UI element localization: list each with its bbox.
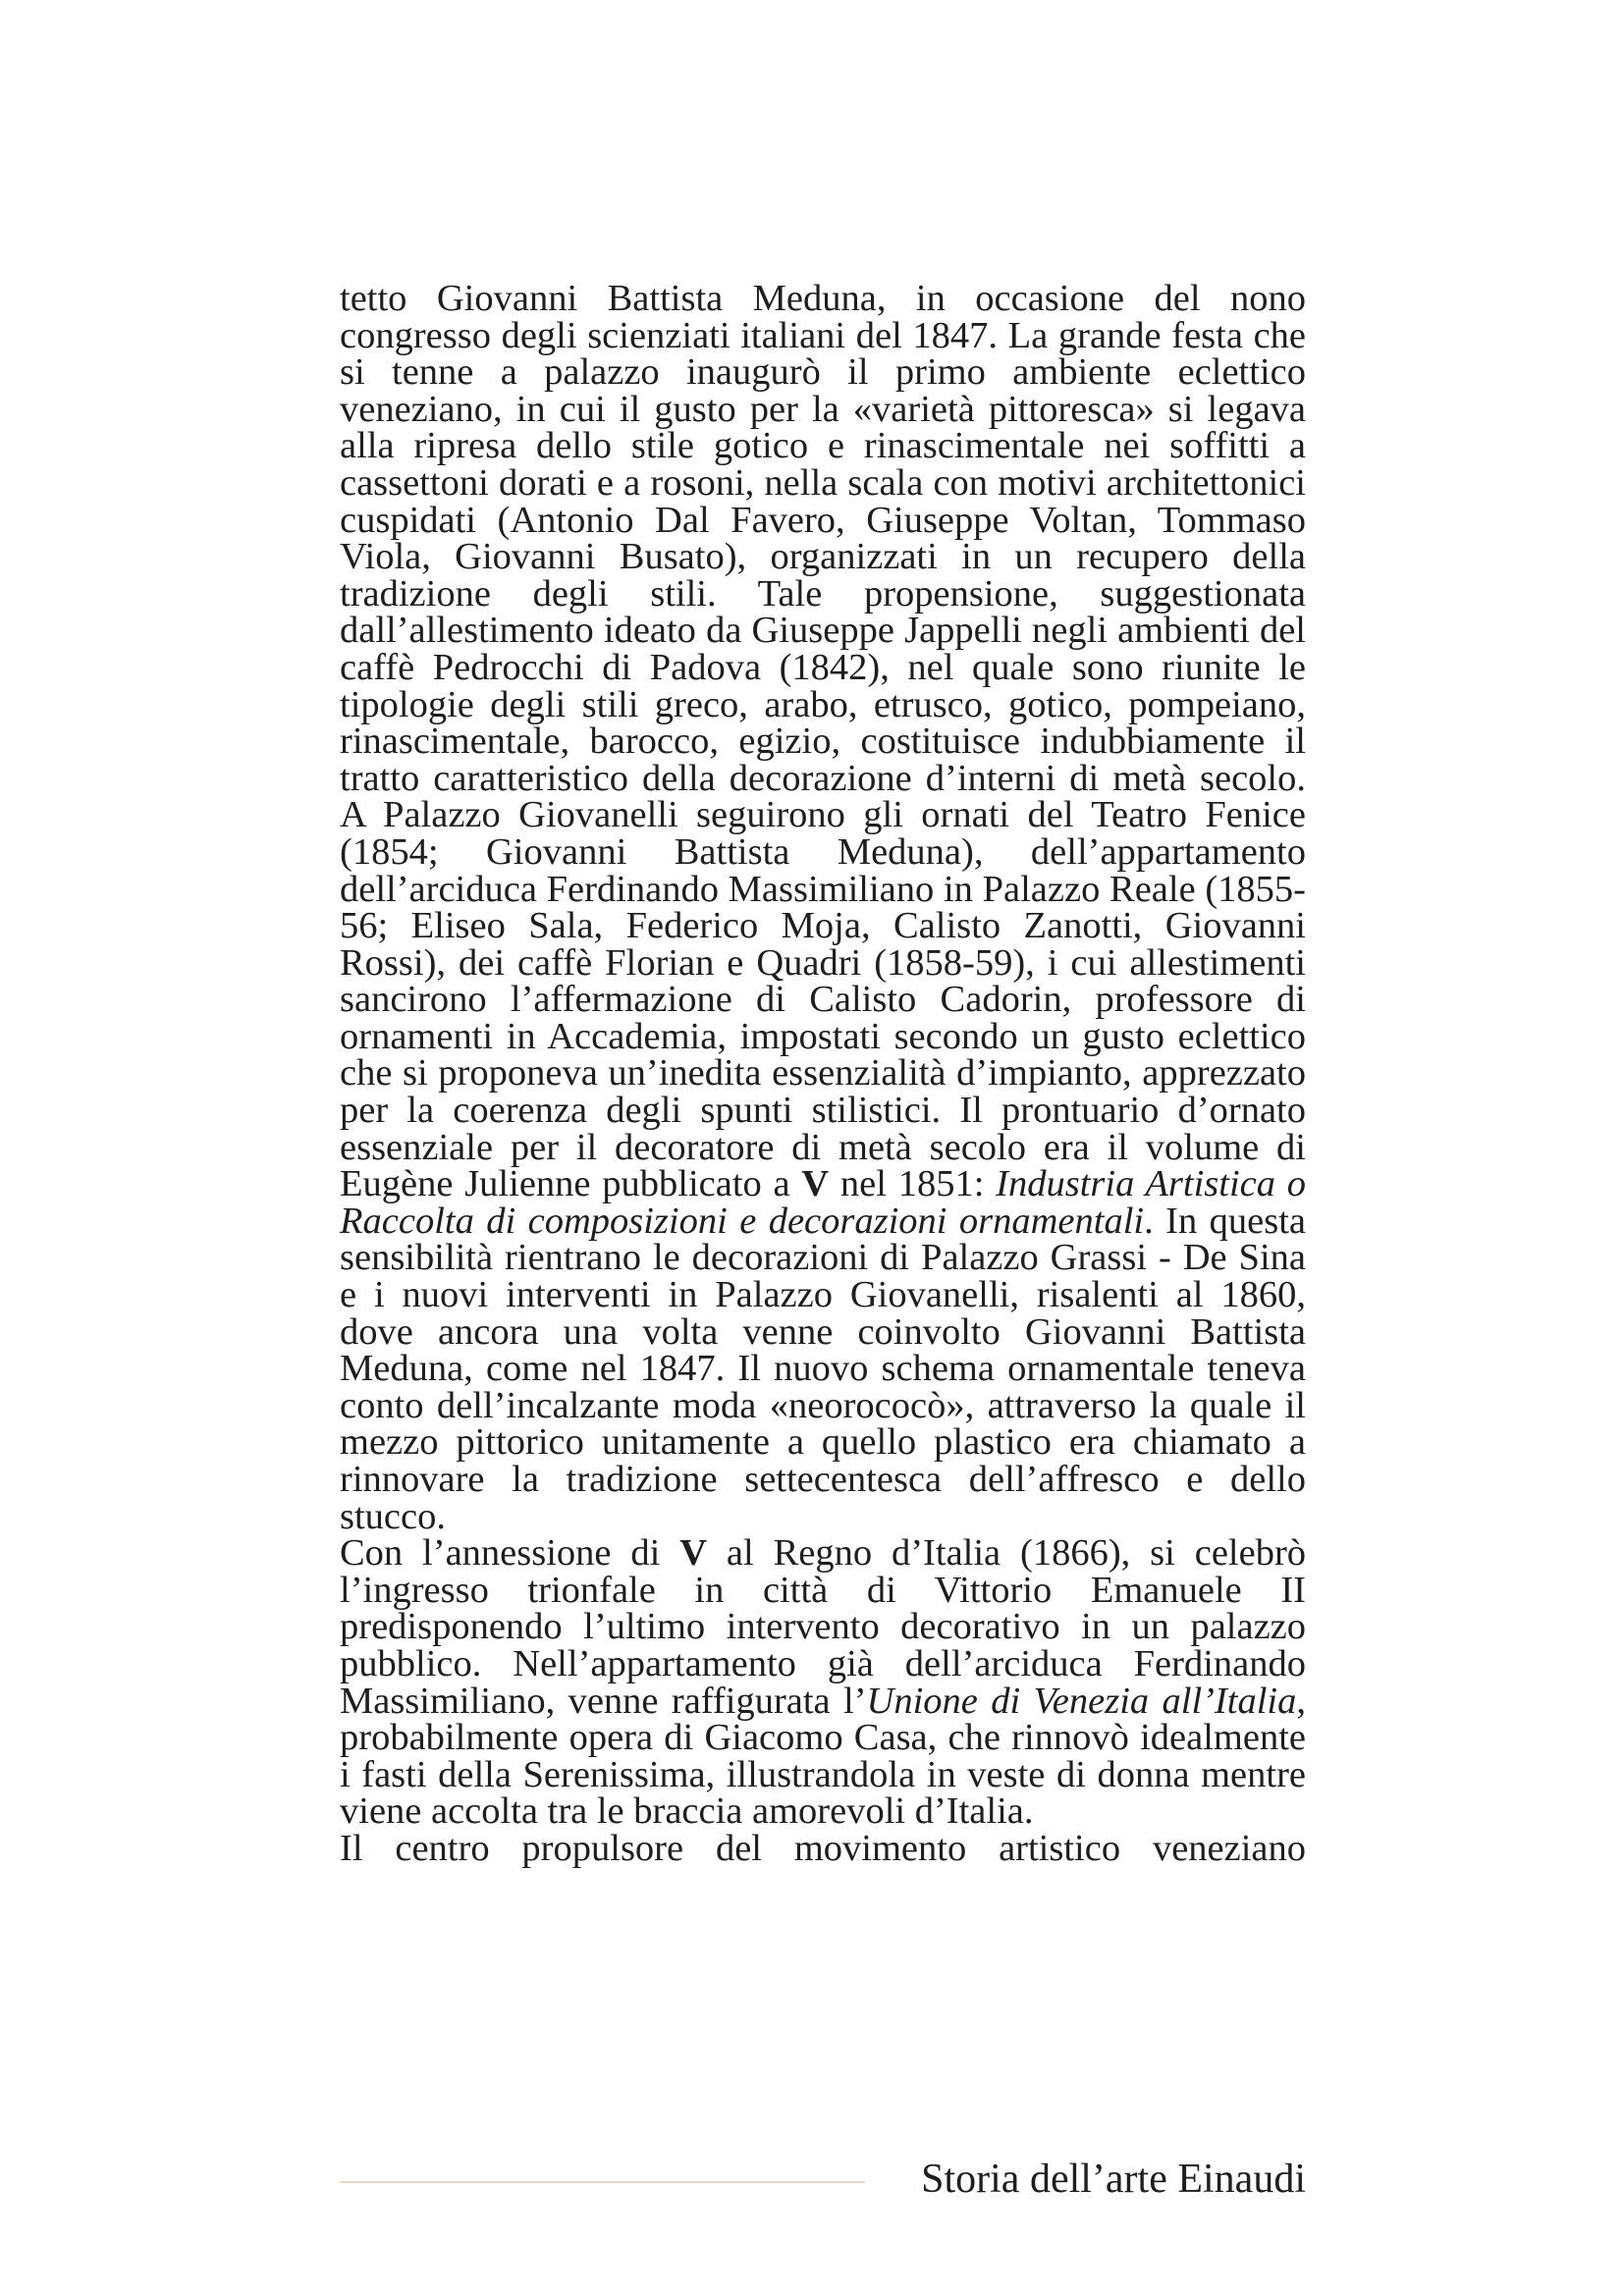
paragraph-1-bold-1: V: [801, 1163, 830, 1205]
paragraph-2-text-1: Con l’annessione di: [340, 1532, 661, 1575]
footer-title: Storia dell’arte Einaudi: [921, 2157, 1306, 2202]
paragraph-1-book-title: Industria Artistica o Raccolta di composizioni e decorazioni ornamentali: [340, 1163, 1306, 1242]
body-text: [340, 278, 1307, 1869]
paragraph-3-text-1: Il centro propulsore del movimento artistico veneziano: [340, 1827, 1306, 1869]
paragraph-2-bold-1: V: [679, 1532, 708, 1575]
footer-rule: [340, 2181, 865, 2183]
paragraph-2-artwork-title: Unione di Venezia all’Italia: [866, 1680, 1297, 1722]
paragraph-1: [340, 278, 1306, 1537]
paragraph-1-text-2: nel 1851:: [829, 1163, 997, 1205]
paragraph-1-text-1: tetto Giovanni Battista Meduna, in occasione del nono congresso degli scienziati italiani del 1847. La grande festa che si tenne a palazzo inaugurò il primo ambiente eclettico veneziano, in cui il gusto per la «varietà pittoresca» si legava alla ripresa dello stile gotico e rinascimentale nei soffitti a cassettoni dorati e a rosoni, nella scala con motivi architettonici cuspidati (Antonio Dal Favero, Giuseppe Voltan, Tommaso Viola, Giovanni Busato), organizzati in un recupero della tradizione degli stili. Tale propensione, suggestionata dall’allestimento ideato da Giuseppe Jappelli negli ambienti del caffè Pedrocchi di Padova (1842), nel quale sono riunite le tipologie degli stili greco, arabo, etrusco, gotico, pompeiano, rinascimentale, barocco, egizio, costituisce indubbiamente il tratto caratteristico della decorazione d’interni di metà secolo. A Palazzo Giovanelli seguirono gli ornati del Teatro Fenice (1854; Giovanni Battista Meduna), dell’appartamento dell’arciduca Ferdinando Massimiliano in Palazzo Reale (1855-56; Eliseo Sala, Federico Moja, Calisto Zanotti, Giovanni Rossi), dei caffè Florian e Quadri (1858-59), i cui allestimenti sancirono l’affermazione di Calisto Cadorin, professore di ornamenti in Accademia, impostati secondo un gusto eclettico che si proponeva un’inedita essenzialità d’impianto, apprezzato per la coerenza degli spunti stilistici. Il prontuario d’ornato essenziale per il decoratore di metà secolo era il volume di Eugène Julienne pubblicato a: [340, 278, 1306, 1205]
paragraph-2: [340, 1532, 1307, 1833]
paragraph-1-text-3: . In questa sensibilità rientrano le decorazioni di Palazzo Grassi - De Sina e i nuovi interventi in Palazzo Giovanelli, risalenti al 1860, dove ancora una volta venne coinvolto Giovanni Battista Meduna, come nel 1847. Il nuovo schema ornamentale teneva conto dell’incalzante moda «neorococò», attraverso la quale il mezzo pittorico unitamente a quello plastico era chiamato a rinnovare la tradizione settecentesca dell’affresco e dello stucco.: [340, 1200, 1306, 1537]
paragraph-2-text-2: al Regno d’Italia (1866), si celebrò l’ingresso trionfale in città di Vittorio Emanuele II predisponendo l’ultimo intervento decorativo in un palazzo pubblico. Nell’appartamento già dell’arciduca Ferdinando Massimiliano, venne raffigurata l’: [340, 1532, 1307, 1722]
paragraph-3: [340, 1827, 1306, 1869]
paragraph-2-text-3: , probabilmente opera di Giacomo Casa, che rinnovò idealmente i fasti della Serenissima, illustrandola in veste di donna mentre viene accolta tra le braccia amorevoli d’Italia.: [340, 1680, 1306, 1833]
